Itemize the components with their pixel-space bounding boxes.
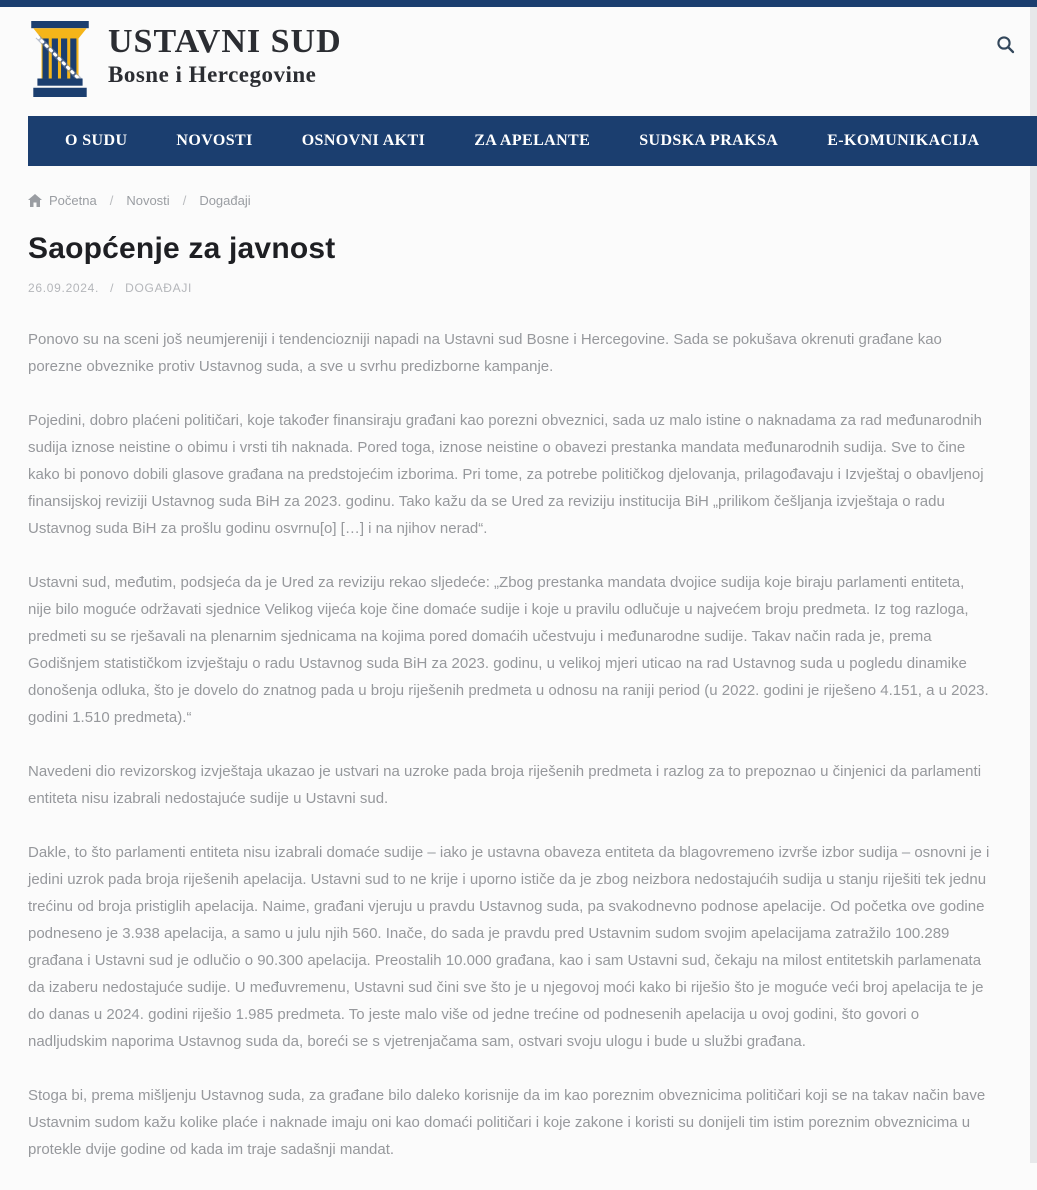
scrollbar-track[interactable]	[1030, 0, 1037, 1163]
article-paragraph: Navedeni dio revizorskog izvještaja ukazao je ustvari na uzroke pada broja riješenih predmeta i razlog za to prepoznao u činjenici da parlamenti entiteta nisu izabrali nedostajuće sudije u Ustavni sud.	[28, 763, 982, 807]
nav-item-novosti[interactable]: NOVOSTI	[176, 132, 253, 149]
search-icon	[996, 35, 1015, 54]
article-paragraph: Stoga bi, prema mišljenju Ustavnog suda, za građane bilo daleko korisnije da im kao poreznim obveznicima političari koji se na takav način bave Ustavnim sudom kažu kolike plaće i naknade imaju oni kao domaći političari i koje zakone i koristi su donijeli tim istim poreznim obveznicima u protekle dvije godine od kada im traje sadašnji mandat.	[28, 1087, 986, 1158]
home-icon	[28, 194, 42, 207]
meta-separator: /	[110, 281, 115, 295]
breadcrumb	[28, 193, 1009, 208]
article-paragraph: Dakle, to što parlamenti entiteta nisu izabrali domaće sudije – iako je ustavna obaveza entiteta da blagovremeno izvrše izbor sudija – osnovni je i jedini uzrok pada broja riješenih apelacija. Ustavni sud to ne krije i uporno ističe da je zbog neizbora nedostajućih sudija u stanju riješiti tek jednu trećinu od broja pristiglih apelacija. Naime, građani vjeruju u pravdu Ustavnog suda, pa svakodnevno podnose apelacije. Od početka ove godine podneseno je 3.938 apelacija, a samo u julu njih 560. Inače, do sada je pravdu pred Ustavnim sudom svojim apelacijama zatražilo 100.289 građana i Ustavni sud je odlučio o 90.300 apelacija. Preostalih 10.000 građana, kao i sam Ustavni sud, čekaju na milost entitetskih parlamenata da izaberu nedostajuće sudije. U međuvremenu, Ustavni sud čini sve što je u njegovoj moći kako bi riješio što je moguće veći broj apelacija te je do danas u 2024. godini riješio 1.985 predmeta. To jeste malo više od jedne trećine od podnesenih apelacija u ovoj godini, što govori o nadljudskim naporima Ustavnog suda da, boreći se s vjetrenjačama sam, ostvari svoju ulogu i bude u službi građana.	[28, 844, 990, 1050]
breadcrumb-item-dogadjaji[interactable]: Događaji	[199, 193, 251, 208]
main-navigation	[28, 116, 1037, 166]
article-meta	[28, 281, 1009, 295]
breadcrumb-item-pocetna[interactable]: Početna	[49, 193, 97, 208]
nav-item-e-komunikacija[interactable]: E-KOMUNIKACIJA	[827, 132, 980, 149]
article-paragraph: Ustavni sud, međutim, podsjeća da je Ured za reviziju rekao sljedeće: „Zbog prestanka mandata dvojice sudija koje biraju parlamenti entiteta, nije bilo moguće održavati sjednice Velikog vijeća koje čine domaće sudije i koje u pravilu odlučuje u najvećem broju predmeta. Iz tog razloga, predmeti su se rješavali na plenarnim sjednicama na kojima pored domaćih učestvuju i međunarodne sudije. Takav način rada je, prema Godišnjem statističkom izvještaju o radu Ustavnog suda BiH za 2023. godinu, u velikoj mjeri uticao na rad Ustavnog suda u pogledu dinamike donošenja odluka, što je dovelo do znatnog pada u broju riješenih predmeta u odnosu na raniji period (u 2022. godini je riješeno 4.151, a u 2023. godini 1.510 predmeta).“	[28, 574, 989, 726]
site-subtitle: Bosne i Hercegovine	[108, 62, 317, 87]
nav-item-za-apelante[interactable]: ZA APELANTE	[474, 132, 591, 149]
search-button[interactable]	[994, 33, 1017, 59]
nav-item-osnovni-akti[interactable]: OSNOVNI AKTI	[301, 132, 426, 149]
page-title: Saopćenje za javnost	[28, 232, 336, 265]
site-header	[0, 7, 1037, 116]
article-paragraph: Pojedini, dobro plaćeni političari, koje također finansiraju građani kao porezni obveznici, sada uz malo istine o naknadama za rad međunarodnih sudija iznose neistine o obimu i vrsti tih naknada. Pored toga, iznose neistine o obavezi prestanka mandata međunarodnih sudija. Sve to čine kako bi ponovo dobili glasove građana na predstojećim izborima. Pri tome, za potrebe političkog djelovanja, prilagođavaju i Izvještaj o obavljenoj finansijskoj reviziji Ustavnog suda BiH za 2023. godinu. Tako kažu da se Ured za reviziju institucija BiH „prilikom češljanja izvještaja o radu Ustavnog suda BiH za prošlu godinu osvrnu[o] […] i na njihov nerad“.	[28, 412, 984, 537]
nav-item-o-sudu[interactable]: O SUDU	[65, 132, 128, 149]
court-column-logo-icon	[28, 21, 92, 97]
nav-item-sudska-praksa[interactable]: SUDSKA PRAKSA	[639, 132, 779, 149]
article-paragraph: Ponovo su na sceni još neumjereniji i tendenciozniji napadi na Ustavni sud Bosne i Hercegovine. Sada se pokušava okrenuti građane kao porezne obveznike protiv Ustavnog suda, a sve u svrhu predizborne kampanje.	[28, 331, 942, 375]
top-accent-bar	[0, 0, 1037, 7]
site-title: USTAVNI SUD	[108, 23, 342, 60]
breadcrumb-item-novosti[interactable]: Novosti	[126, 193, 170, 208]
article-date: 26.09.2024.	[28, 281, 100, 295]
court-column-logo[interactable]	[28, 21, 92, 97]
article-category[interactable]: DOGAĐAJI	[125, 281, 193, 295]
article-body	[28, 326, 990, 1163]
site-branding	[108, 19, 342, 89]
breadcrumb-separator: /	[109, 193, 114, 208]
breadcrumb-separator: /	[182, 193, 187, 208]
